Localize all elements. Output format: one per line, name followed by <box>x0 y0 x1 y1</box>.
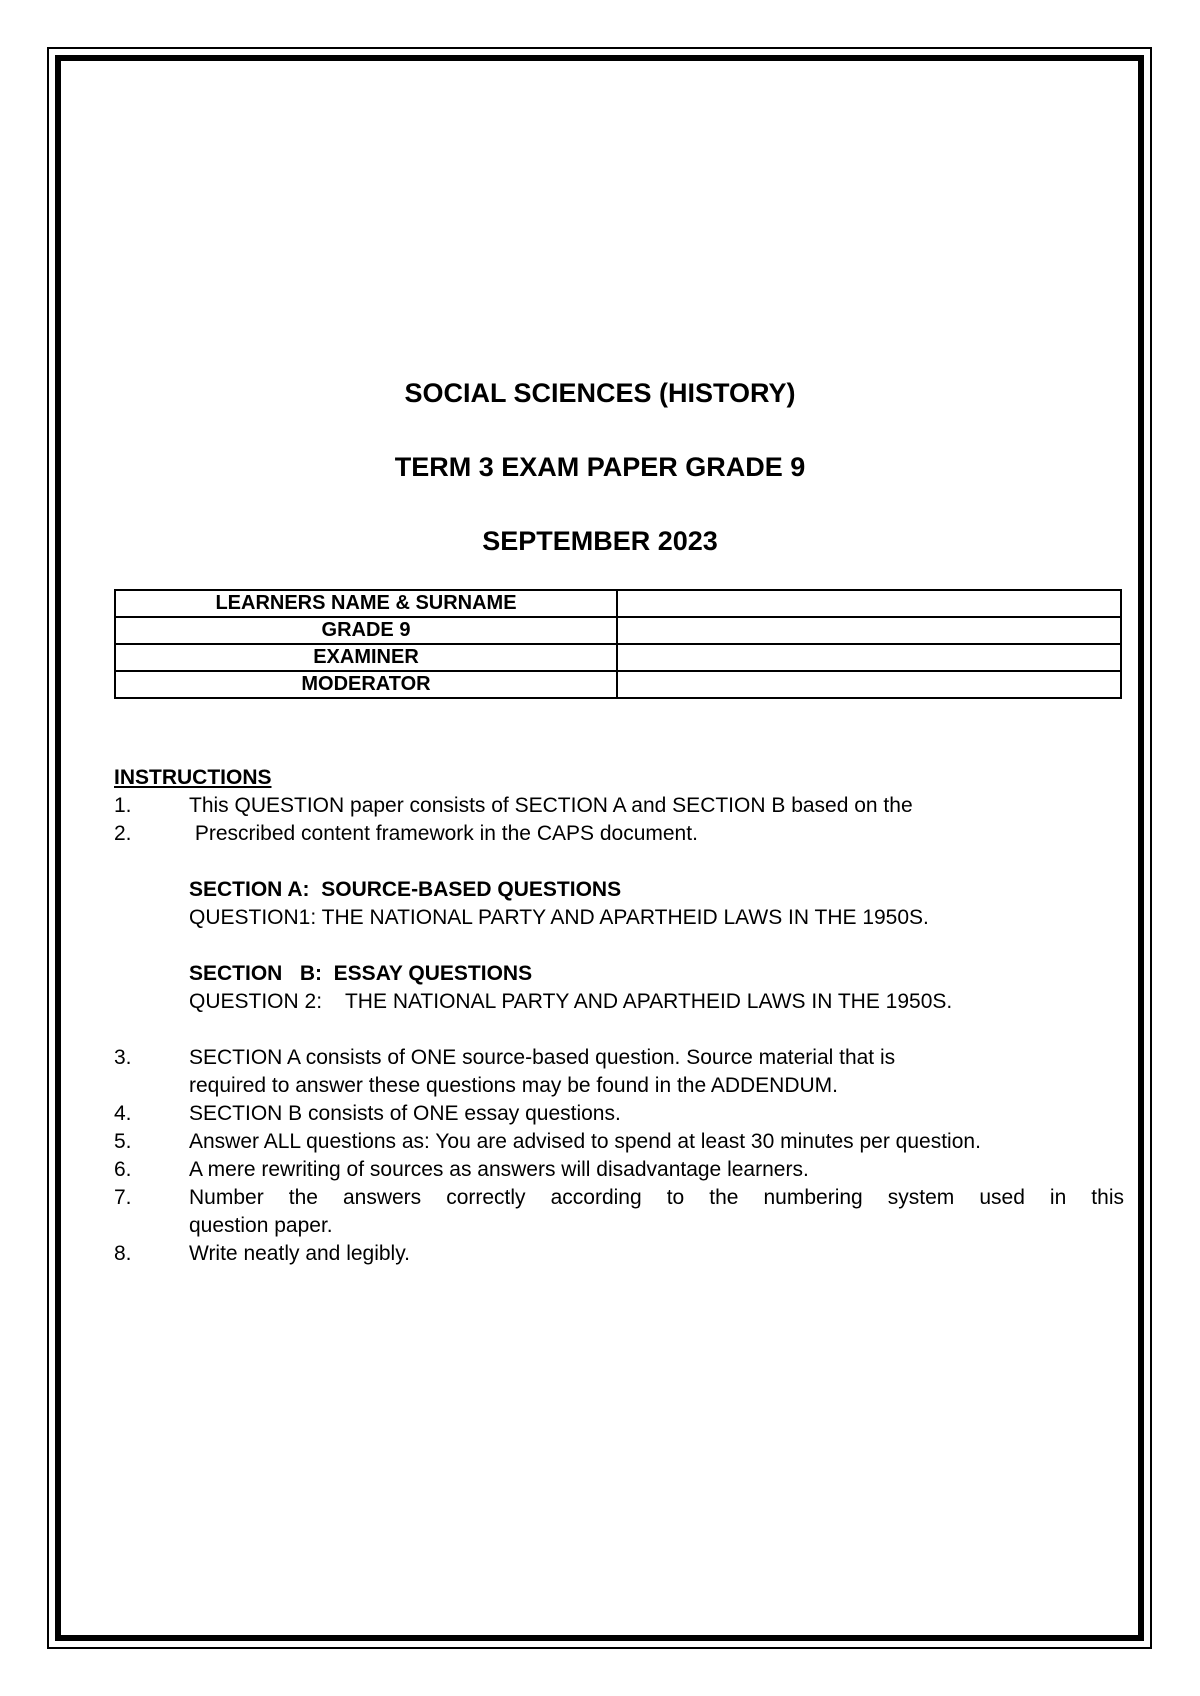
section-a-heading: SECTION A: SOURCE-BASED QUESTIONS <box>189 878 622 901</box>
item-text: Write neatly and legibly. <box>189 1242 411 1265</box>
list-item <box>114 1044 1124 1100</box>
item-text: SECTION B consists of ONE essay questions. <box>189 1102 621 1125</box>
item-number: 7. <box>114 1186 132 1209</box>
examiner-field[interactable] <box>617 644 1121 671</box>
table-row <box>115 644 1121 671</box>
moderator-field[interactable] <box>617 671 1121 698</box>
paper-title: TERM 3 EXAM PAPER GRADE 9 <box>394 452 806 482</box>
list-item <box>114 1100 1124 1128</box>
list-item <box>114 1184 1124 1240</box>
instructions-block <box>114 764 1124 1268</box>
item-number: 6. <box>114 1158 132 1181</box>
item-text: question paper. <box>189 1214 333 1237</box>
section-b-heading: SECTION B: ESSAY QUESTIONS <box>189 962 533 985</box>
item-text: SECTION A consists of ONE source-based question. Source material that is <box>189 1046 896 1069</box>
item-number: 2. <box>114 822 132 845</box>
instructions-heading: INSTRUCTIONS <box>114 766 272 789</box>
list-item <box>114 792 1124 820</box>
item-text: A mere rewriting of sources as answers will disadvantage learners. <box>189 1158 809 1181</box>
list-item <box>114 1128 1124 1156</box>
table-row <box>115 671 1121 698</box>
item-text: This QUESTION paper consists of SECTION A and SECTION B based on the <box>189 794 913 817</box>
date-title: SEPTEMBER 2023 <box>482 526 718 556</box>
item-number: 1. <box>114 794 132 817</box>
learner-info-table <box>114 589 1122 699</box>
section-b-question: QUESTION 2: THE NATIONAL PARTY AND APARTHEID LAWS IN THE 1950S. <box>189 990 953 1013</box>
learner-name-field[interactable] <box>617 590 1121 617</box>
item-number: 8. <box>114 1242 132 1265</box>
list-item <box>114 1240 1124 1268</box>
table-label: LEARNERS NAME & SURNAME <box>115 590 617 617</box>
item-text: Answer ALL questions as: You are advised to spend at least 30 minutes per question. <box>189 1130 981 1153</box>
table-label: MODERATOR <box>115 671 617 698</box>
item-text: required to answer these questions may be found in the ADDENDUM. <box>189 1074 839 1097</box>
grade-field[interactable] <box>617 617 1121 644</box>
item-number: 4. <box>114 1102 132 1125</box>
item-text: Prescribed content framework in the CAPS document. <box>189 822 698 845</box>
list-item <box>114 820 1124 848</box>
list-item <box>114 1156 1124 1184</box>
section-a-question: QUESTION1: THE NATIONAL PARTY AND APARTHEID LAWS IN THE 1950S. <box>189 906 929 929</box>
item-number: 3. <box>114 1046 132 1069</box>
table-label: GRADE 9 <box>115 617 617 644</box>
item-text: Number the answers correctly according to the numbering system used in this <box>189 1186 1124 1209</box>
table-label: EXAMINER <box>115 644 617 671</box>
item-number: 5. <box>114 1130 132 1153</box>
table-row <box>115 590 1121 617</box>
table-row <box>115 617 1121 644</box>
subject-title: SOCIAL SCIENCES (HISTORY) <box>404 378 796 408</box>
